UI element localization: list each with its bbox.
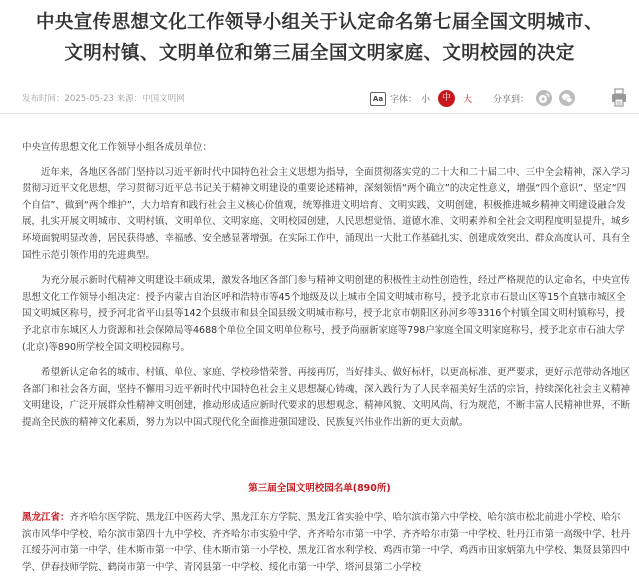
school-list-title: 第三届全国文明校园名单(890所) [248, 483, 391, 494]
greeting-paragraph: 中央宣传思想文化工作领导小组各成员单位： [22, 142, 213, 153]
region-heilongjiang [22, 510, 630, 576]
share-control [493, 90, 575, 106]
article-body [22, 140, 630, 439]
weibo-icon[interactable] [536, 90, 552, 106]
font-size-control [370, 90, 476, 107]
article-title-line-1: 中央宣传思想文化工作领导小组关于认定命名第七届全国文明城市、 [35, 12, 603, 33]
font-large-button[interactable]: 大 [463, 95, 473, 105]
printer-icon[interactable] [611, 88, 627, 108]
article-title-line-2: 文明村镇、文明单位和第三届全国文明家庭、文明校园的决定 [64, 43, 575, 64]
publish-info: 发布时间：2025-05-23 来源：中国文明网 [22, 94, 185, 104]
body-paragraph-1: 近年来，各地区各部门坚持以习近平新时代中国特色社会主义思想为指导，全面贯彻落实党的二十大和二十届二中、三中全会精神，深入学习贯彻习近平文化思想，学习贯彻习近平总书记关于精神文明建设的重要论述精神，深刻领悟“两个确立”的决定性意义，增强“四个意识”、坚定“四个自信”、做到“两个维护”，大力培育和践行社会主义核心价值观，统筹推进文明培育、文明实践、文明创建，积极推进城乡精神文明建设融合发展，扎实开展文明城市、文明村镇、文明单位、文明家庭、文明校园创建，人民思想觉悟、道德水准、文明素养和全社会文明程度明显提升，城乡环境面貌明显改善，居民获得感、幸福感、安全感显著增强。在实际工作中，涌现出一大批工作基础扎实、创建成效突出、群众高度认可、具有全国性示范引领作用的先进典型。 [22, 166, 631, 261]
font-medium-button[interactable]: 中 [438, 90, 455, 107]
share-label: 分享到： [493, 94, 530, 105]
font-size-label: 字体： [390, 95, 418, 105]
font-size-icon: Aa [370, 92, 386, 106]
wechat-icon[interactable] [559, 90, 575, 106]
region-school-list: 齐齐哈尔医学院、黑龙江中医药大学、黑龙江东方学院、黑龙江省实验中学、哈尔滨市第六中学校、哈尔滨市松北前进小学校、哈尔滨市风华中学校、哈尔滨市第四十九中学校、齐齐哈尔市实验中学、齐齐哈尔市第一中学、齐齐哈尔市第一中学校、牡丹江市第一高级中学、牡丹江绥芬河市第一中学、佳木斯市第一中学、佳木斯市第一小学校、黑龙江省水利学校、鸡西市第一中学、鸡西市田家炳第九中学校、集贤县第四中学、伊春技师学院、鹤岗市第一中学、青冈县第一中学校、绥化市第一中学、塔河县第二小学校 [22, 512, 631, 573]
article-title [0, 0, 639, 69]
body-paragraph-3: 希望新认定命名的城市、村镇、单位、家庭、学校珍惜荣誉、再接再厉，当好排头、做好标杆，以更高标准、更严要求，更好示范带动各地区各部门和社会各方面，坚持不懈用习近平新时代中国特色社会主义思想凝心铸魂，深入践行为了人民幸福美好生活的宗旨，持续深化社会主义精神文明建设，广泛开展群众性精神文明创建，推动形成适应新时代要求的思想观念、精神风貌、文明风尚、行为规范，不断丰富人民精神世界，不断提高全民族的精神文化素质，努力为以中国式现代化全面推进强国建设、民族复兴伟业作出新的更大贡献。 [22, 367, 631, 428]
body-paragraph-2: 为充分展示新时代精神文明建设丰硕成果，激发各地区各部门参与精神文明创建的积极性主动性创造性，经过严格规范的认定命名，中央宣传思想文化工作领导小组决定：授予内蒙古自治区呼和浩特市等45个地级及以上城市全国文明城市称号，授予北京市石景山区等15个直辖市城区全国文明城区称号，授予河北省平山县等142个县级市和县全国县级文明城市称号，授予北京市朝阳区孙河乡等3316个村镇全国文明村镇称号，授予北京市东城区人力资源和社会保障局等4688个单位全国文明单位称号，授予尚丽新家庭等798户家庭全国文明家庭称号，授予北京市石油大学(北京)等890所学校全国文明校园称号。 [22, 275, 631, 353]
region-name: 黑龙江省： [22, 512, 70, 523]
font-small-button[interactable]: 小 [421, 95, 431, 105]
article-meta-bar [0, 85, 639, 114]
